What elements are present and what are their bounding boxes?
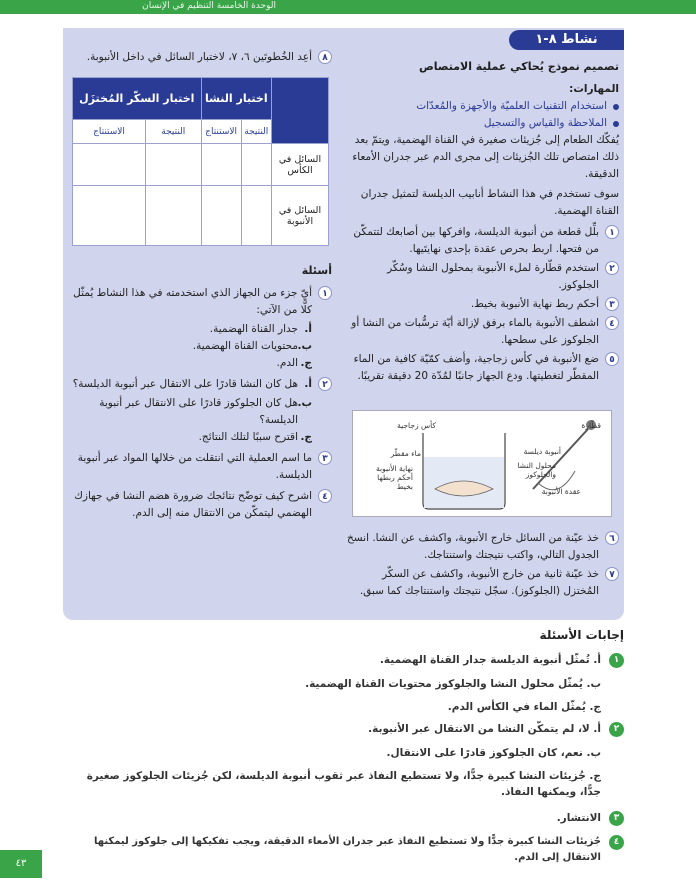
answer-number-3: ٣ <box>609 811 624 826</box>
question-sub <box>70 338 332 355</box>
question-item <box>70 376 332 393</box>
step-text: استخدم قطّارة لملء الأنبوبة بمحلول النشا وسُكّر الجلوكوز. <box>387 262 599 291</box>
step-text: أحكم ربط نهاية الأنبوبة بخيط. <box>470 298 599 310</box>
results-table <box>72 77 329 246</box>
page-number: ٤٣ <box>0 850 42 878</box>
table-cell <box>241 186 271 246</box>
step-number: ٦ <box>605 531 619 545</box>
skill-item: استخدام التقنيات العلميّة والأجهزة والمُعدّات <box>347 98 619 115</box>
label-knot: عقدة الأنبوبة <box>541 487 581 496</box>
intro-paragraph: سوف تستخدم في هذا النشاط أنابيب الديلسة لتمثيل جدران القناة الهضمية. <box>360 188 619 217</box>
activity-badge: نشاط ٨-١ <box>509 30 624 50</box>
question-item <box>70 488 332 522</box>
unit-title: الوحدة الخامسة التنظيم في الإنسان <box>142 1 276 11</box>
skill-item: الملاحظة والقياس والتسجيل <box>347 115 619 132</box>
step-text: خذ عيّنة من السائل خارج الأنبوبة، واكشف عن النشا. انسخ الجدول التالي، واكتب نتيجتك واستنتاجك. <box>347 532 599 561</box>
table-cell <box>146 144 202 186</box>
step-number: ٤ <box>605 316 619 330</box>
step-text: ضع الأنبوبة في كأس زجاجية، وأضف كمّيّة كافية من الماء المقطّر لتغطيتها. ودع الجهاز جانبًا لمُدّة 20 دقيقة تقريبًا. <box>353 353 599 382</box>
skills-heading: المهارات: <box>569 83 619 95</box>
label-dropper: قطّارة <box>581 421 601 430</box>
answer-number-4: ٤ <box>609 835 624 850</box>
sub-letter: ج. <box>300 431 312 443</box>
questions-section <box>70 262 332 524</box>
table-corner <box>272 78 329 144</box>
table-cell <box>146 186 202 246</box>
sub-letter: أ. <box>304 378 312 390</box>
questions-heading: أسئلة <box>301 264 332 277</box>
table-cell <box>201 144 241 186</box>
apparatus-figure <box>352 410 612 517</box>
label-tube-end: نهاية الأنبوبة أحكم ربطها بخيط <box>375 464 413 491</box>
table-cell <box>73 144 146 186</box>
sub-text: الدم. <box>276 357 298 369</box>
step-item <box>347 315 619 349</box>
label-dialysis: أنبوبة ديلسة <box>523 447 561 456</box>
table-cell <box>201 186 241 246</box>
table-cell <box>241 144 271 186</box>
question-item <box>70 450 332 484</box>
step-number: ٨ <box>318 50 332 64</box>
question-number: ٢ <box>318 377 332 391</box>
sub-text: هل كان النشا قادرًا على الانتقال عبر أنبوبة الديلسة؟ <box>72 378 298 390</box>
answer-1a: أ. تُمثّل أنبوبة الديلسة جدار القناة الهضمية. <box>379 654 601 666</box>
label-water: ماء مقطّر <box>390 449 421 458</box>
top-banner <box>0 0 696 14</box>
step-item <box>347 566 619 600</box>
header-sugar: اختبار السكّر المُختزَل <box>73 78 202 120</box>
header-starch: اختبار النشا <box>201 78 271 120</box>
label-solution: محلول النشا والجلوكوز <box>517 461 556 479</box>
question-number: ٣ <box>318 451 332 465</box>
step-item <box>347 530 619 564</box>
sub-text: جدار القناة الهضمية. <box>209 323 298 335</box>
step-text: خذ عيّنة ثانية من خارج الأنبوبة، واكشف عن السكّر المُختزل (الجلوكوز). سجّل نتيجتك واستنتاجك كما سبق. <box>359 568 599 597</box>
header-conclusion: الاستنتاج <box>73 120 146 144</box>
sub-text: محتويات القناة الهضمية. <box>192 340 298 352</box>
question-number: ٤ <box>318 489 332 503</box>
step-item <box>70 49 332 66</box>
answer-4: جُزيئات النشا كبيرة جدًّا ولا تستطيع النفاذ عبر جدران الأمعاء الدقيقة، ويجب تفكيكها إلى جلوكوز ليمكنها الانتقال إلى الدم. <box>93 836 601 863</box>
question-text: ما اسم العملية التي انتقلت من خلالها المواد عبر أنبوبة الديلسة. <box>77 452 312 481</box>
answer-2a: أ. لا، لم يتمكّن النشا من الانتقال عبر الأنبوبة. <box>368 723 601 735</box>
activity-right-column <box>347 58 619 387</box>
step-item <box>347 224 619 258</box>
question-sub <box>70 395 332 429</box>
question-sub <box>70 376 312 393</box>
answer-3: الانتشار. <box>556 812 601 824</box>
question-sub <box>70 321 332 338</box>
label-beaker: كأس زجاجية <box>397 421 436 430</box>
question-text: اشرح كيف توضّح نتائجك ضرورة هضم النشا في جهازك الهضمي ليتمكّن من الانتقال منه إلى الدم. <box>74 490 312 519</box>
step-number: ١ <box>605 225 619 239</box>
step-text: أعِد الخُطوتَين ٦، ٧، لاختبار السائل في داخل الأنبوبة. <box>86 51 312 63</box>
answer-2c: ج. جُزيئات النشا كبيرة جدًّا، ولا تستطيع النفاذ عبر ثقوب أنبوبة الديلسة، لكن جُزيئات الجلوكوز صغيرة جدًّا، ويمكنها النفاذ. <box>86 770 601 798</box>
header-result: النتيجة <box>146 120 202 144</box>
sub-letter: ج. <box>300 357 312 369</box>
activity-steps-lower <box>347 530 619 602</box>
step-number: ٥ <box>605 352 619 366</box>
answer-1b: ب. يُمثّل محلول النشا والجلوكوز محتويات القناة الهضمية. <box>305 678 601 690</box>
sub-text: اقترح سببًا لتلك النتائج. <box>198 431 298 443</box>
step-text: بلِّل قطعة من أنبوبة الديلسة، وافركها بين أصابعك لتتمكّن من فتحها. اربط بحرص عقدة بإحدى نهايتَيها. <box>353 226 599 255</box>
step-number: ٢ <box>605 261 619 275</box>
question-text: أيّ جزء من الجهاز الذي استخدمته في هذا النشاط يُمثّل كلًّا من الآتي: <box>73 287 312 316</box>
sub-letter: ب. <box>297 397 312 409</box>
row-label: السائل في الأنبوبة <box>272 186 329 246</box>
sub-text: هل كان الجلوكوز قادرًا على الانتقال عبر أنبوبة الديلسة؟ <box>99 397 298 426</box>
answer-number-2: ٢ <box>609 722 624 737</box>
header-result: النتيجة <box>241 120 271 144</box>
intro-paragraph: يُفكّك الطعام إلى جُزيئات صغيرة في القناة الهضمية، ويتمّ بعد ذلك امتصاص تلك الجُزيئات إلى مجرى الدم عبر جدران الأمعاء الدقيقة. <box>352 134 619 180</box>
answer-1c: ج. يُمثّل الماء في الكأس الدم. <box>447 701 601 713</box>
question-item <box>70 285 332 319</box>
row-label: السائل في الكأس <box>272 144 329 186</box>
sub-letter: ب. <box>297 340 312 352</box>
step-number: ٧ <box>605 567 619 581</box>
step-number: ٣ <box>605 297 619 311</box>
step-item <box>347 260 619 294</box>
table-cell <box>73 186 146 246</box>
step-8 <box>70 49 332 68</box>
step-item <box>347 296 619 313</box>
question-sub <box>70 355 332 372</box>
step-item <box>347 351 619 385</box>
question-number: ١ <box>318 286 332 300</box>
step-text: اشطف الأنبوبة بالماء برفق لإزالة أيّة ترسُّبات من النشا أو الجلوكوز على سطحها. <box>351 317 599 346</box>
activity-title: تصميم نموذج يُحاكي عملية الامتصاص <box>418 60 619 73</box>
answers-heading: إجابات الأسئلة <box>539 628 624 642</box>
sub-letter: أ. <box>304 323 312 335</box>
question-sub <box>70 429 332 446</box>
header-conclusion: الاستنتاج <box>201 120 241 144</box>
answer-2b: ب. نعم، كان الجلوكوز قادرًا على الانتقال. <box>386 747 601 759</box>
answer-number-1: ١ <box>609 653 624 668</box>
